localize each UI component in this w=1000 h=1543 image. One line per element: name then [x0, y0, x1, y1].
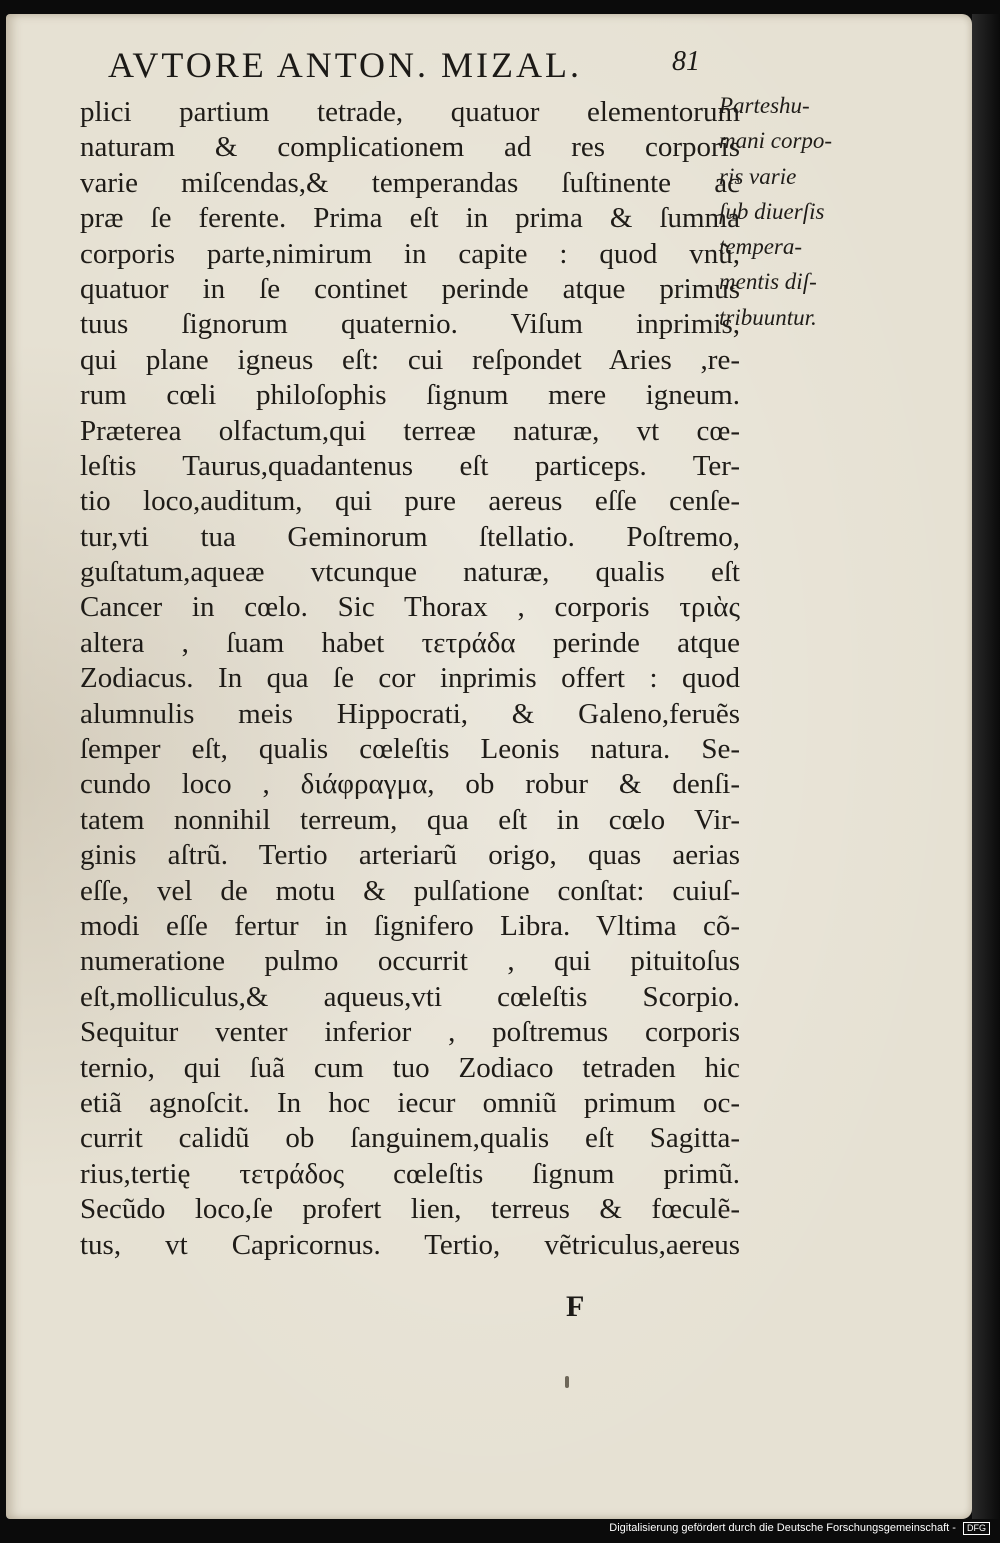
margin-note-line: tribuuntur.	[719, 304, 817, 330]
text-line: Zodiacus. In qua ſe cor inprimis offert : quod	[80, 662, 740, 695]
text-line: rum cœli philoſophis ſignum mere igneum.	[80, 379, 740, 412]
text-line: tus, vt Capricornus. Tertio, vẽtriculus,aereus	[80, 1228, 740, 1261]
margin-note-line: Parteshu-	[719, 93, 810, 118]
text-line: guſtatum,aqueæ vtcunque naturæ, qualis eſt	[80, 556, 740, 589]
margin-note-line: mani corpo-	[719, 128, 833, 154]
text-line: ſemper eſt, qualis cœleſtis Leonis natura. Se-	[80, 733, 740, 766]
text-line: tio loco,auditum, qui pure aereus eſſe cenſe-	[80, 485, 740, 518]
text-line: tur,vti tua Geminorum ſtellatio. Poſtremo,	[80, 520, 740, 553]
text-line: tatem nonnihil terreum, qua eſt in cœlo Vir-	[80, 803, 740, 836]
text-line: Præterea olfactum,qui terreæ naturæ, vt cœ-	[80, 414, 740, 447]
text-line: tuus ſignorum quaternio. Viſum inprimis,	[80, 308, 740, 341]
text-line: rius,tertię τετράδος cœleſtis ſignum primũ.	[80, 1157, 740, 1190]
text-line: ternio, qui ſuã cum tuo Zodiaco tetraden hic	[80, 1051, 740, 1084]
signature-mark: F	[566, 1290, 585, 1323]
dfg-logo: DFG	[963, 1522, 990, 1535]
paper-speck	[565, 1376, 569, 1388]
text-line: qui plane igneus eſt: cui reſpondet Aries ,re-	[80, 343, 740, 376]
scan-edge	[972, 14, 1000, 1519]
margin-note-line: mentis diſ-	[719, 269, 817, 295]
text-line: modi eſſe fertur in ſignifero Libra. Vltima cõ-	[80, 909, 740, 942]
text-line: currit calidũ ob ſanguinem,qualis eſt Sagitta-	[80, 1122, 740, 1155]
text-line: eſſe, vel de motu & pulſatione conſtat: cuiuſ-	[80, 874, 740, 907]
text-line: præ ſe ferente. Prima eſt in prima & ſumma	[80, 202, 740, 235]
text-line: leſtis Taurus,quadantenus eſt particeps. Ter-	[80, 449, 740, 482]
margin-note-line: ſub diuerſis	[719, 198, 825, 224]
running-title: AVTORE ANTON. MIZAL.	[108, 45, 583, 85]
marginal-note	[719, 88, 869, 335]
page-number: 81	[672, 46, 700, 77]
text-line: quatuor in ſe continet perinde atque primus	[80, 272, 740, 305]
text-line: Cancer in cœlo. Sic Thorax , corporis τριὰς	[80, 591, 740, 624]
text-line: numeratione pulmo occurrit , qui pituitoſus	[80, 945, 740, 978]
text-line: Sequitur venter inferior , poſtremus corporis	[80, 1016, 740, 1049]
text-line: eſt,molliculus,& aqueus,vti cœleſtis Scorpio.	[80, 980, 740, 1013]
margin-note-line: ris varie	[719, 163, 797, 189]
text-line: Secũdo loco,ſe profert lien, terreus & fœculẽ-	[80, 1193, 740, 1226]
text-line: etiã agnoſcit. In hoc iecur omniũ primum oc-	[80, 1086, 740, 1119]
text-line: varie miſcendas,& temperandas ſuſtinente ac	[80, 166, 740, 199]
text-line: cundo loco , διάφραγμα, ob robur & denſi-	[80, 768, 740, 801]
main-text-block	[80, 95, 740, 1263]
footer-credit	[609, 1522, 990, 1535]
text-line: alumnulis meis Hippocrati, & Galeno,feruẽs	[80, 697, 740, 730]
text-line: corporis parte,nimirum in capite : quod vnũ,	[80, 237, 740, 270]
text-line: ginis aſtrũ. Tertio arteriarũ origo, quas aerias	[80, 839, 740, 872]
footer-text: Digitalisierung gefördert durch die Deutsche Forschungsgemeinschaft -	[609, 1522, 956, 1534]
text-line: altera , ſuam habet τετράδα perinde atque	[80, 626, 740, 659]
text-line: naturam & complicationem ad res corporis	[80, 131, 740, 164]
margin-note-line: tempera-	[719, 234, 803, 260]
text-line: plici partium tetrade, quatuor elementorum	[80, 96, 740, 128]
